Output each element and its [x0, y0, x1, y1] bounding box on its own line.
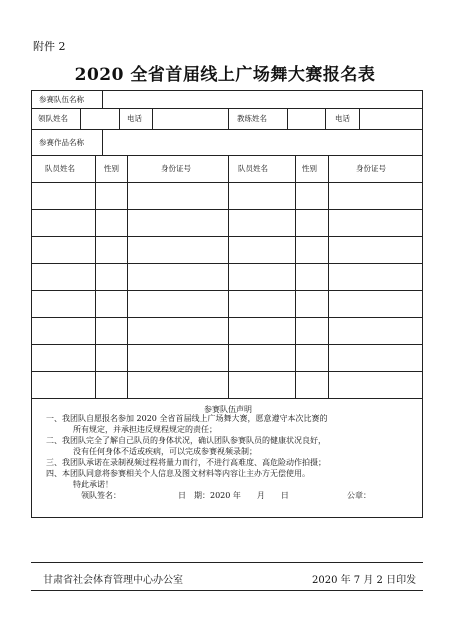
- col-divider: [119, 108, 120, 129]
- issue-date: 2020 年 7 月 2 日印发: [312, 575, 417, 586]
- declaration-line: 四、本团队同意将参赛相关个人信息及图文材料等内容让主办方无偿使用。: [46, 469, 310, 478]
- footer-top-rule: [31, 562, 423, 563]
- row-divider: [32, 371, 422, 372]
- team-name-label: 参赛队伍名称: [39, 95, 84, 104]
- row-divider: [32, 290, 422, 291]
- member-name-header: 队员姓名: [238, 164, 268, 173]
- declaration-line: 三、我团队承诺在录制视频过程将量力而行，不进行高难度、高危险动作拍摄；: [46, 458, 326, 467]
- member-name-header: 队员姓名: [45, 164, 75, 173]
- row-divider: [32, 236, 422, 237]
- declaration-line: 没有任何身体不适或疾病，可以完成参赛视频录制；: [73, 447, 257, 456]
- col-divider: [328, 155, 329, 398]
- issuer-name: 甘肃省社会体育管理中心办公室: [43, 575, 183, 586]
- gender-header: 性别: [104, 164, 119, 173]
- col-divider: [95, 155, 96, 398]
- id-number-header: 身份证号: [161, 164, 191, 173]
- work-name-label: 参赛作品名称: [39, 138, 84, 147]
- declaration-line: 一、我团队自愿报名参加 2020 全省首届线上广场舞大赛，愿意遵守本次比赛的: [46, 414, 328, 423]
- footer-bottom-rule: [31, 590, 423, 591]
- col-divider: [127, 155, 128, 398]
- date-line: 日 期：2020 年 月 日: [178, 491, 289, 500]
- row-divider: [32, 155, 422, 156]
- declaration-title: 参赛队伍声明: [204, 405, 252, 414]
- col-divider: [228, 155, 229, 398]
- declaration-line: 所有规定，并承担违反规程规定的责任；: [73, 425, 217, 434]
- phone-label: 电话: [127, 114, 142, 123]
- row-divider: [32, 344, 422, 345]
- col-divider: [102, 91, 103, 108]
- registration-form-table: [31, 90, 423, 518]
- row-divider: [32, 182, 422, 183]
- row-divider: [32, 108, 422, 109]
- phone-label: 电话: [335, 114, 350, 123]
- col-divider: [287, 108, 288, 129]
- leader-name-label: 领队姓名: [38, 114, 68, 123]
- row-divider: [32, 209, 422, 210]
- seal-label: 公章：: [347, 491, 371, 500]
- col-divider: [102, 129, 103, 155]
- form-title: 2020 全省首届线上广场舞大赛报名表: [74, 65, 376, 85]
- row-divider: [32, 398, 422, 399]
- id-number-header: 身份证号: [356, 164, 386, 173]
- row-divider: [32, 317, 422, 318]
- col-divider: [325, 108, 326, 129]
- declaration-line: 二、我团队完全了解自己队员的身体状况，确认团队参赛队员的健康状况良好，: [46, 436, 326, 445]
- signature-label: 领队签名：: [81, 491, 121, 500]
- col-divider: [359, 108, 360, 129]
- attachment-label: 附件 2: [33, 40, 66, 53]
- col-divider: [228, 108, 229, 129]
- col-divider: [152, 108, 153, 129]
- coach-name-label: 教练姓名: [237, 114, 267, 123]
- col-divider: [295, 155, 296, 398]
- row-divider: [32, 129, 422, 130]
- gender-header: 性别: [302, 164, 317, 173]
- declaration-line: 特此承诺！: [73, 480, 113, 489]
- row-divider: [32, 263, 422, 264]
- col-divider: [80, 108, 81, 129]
